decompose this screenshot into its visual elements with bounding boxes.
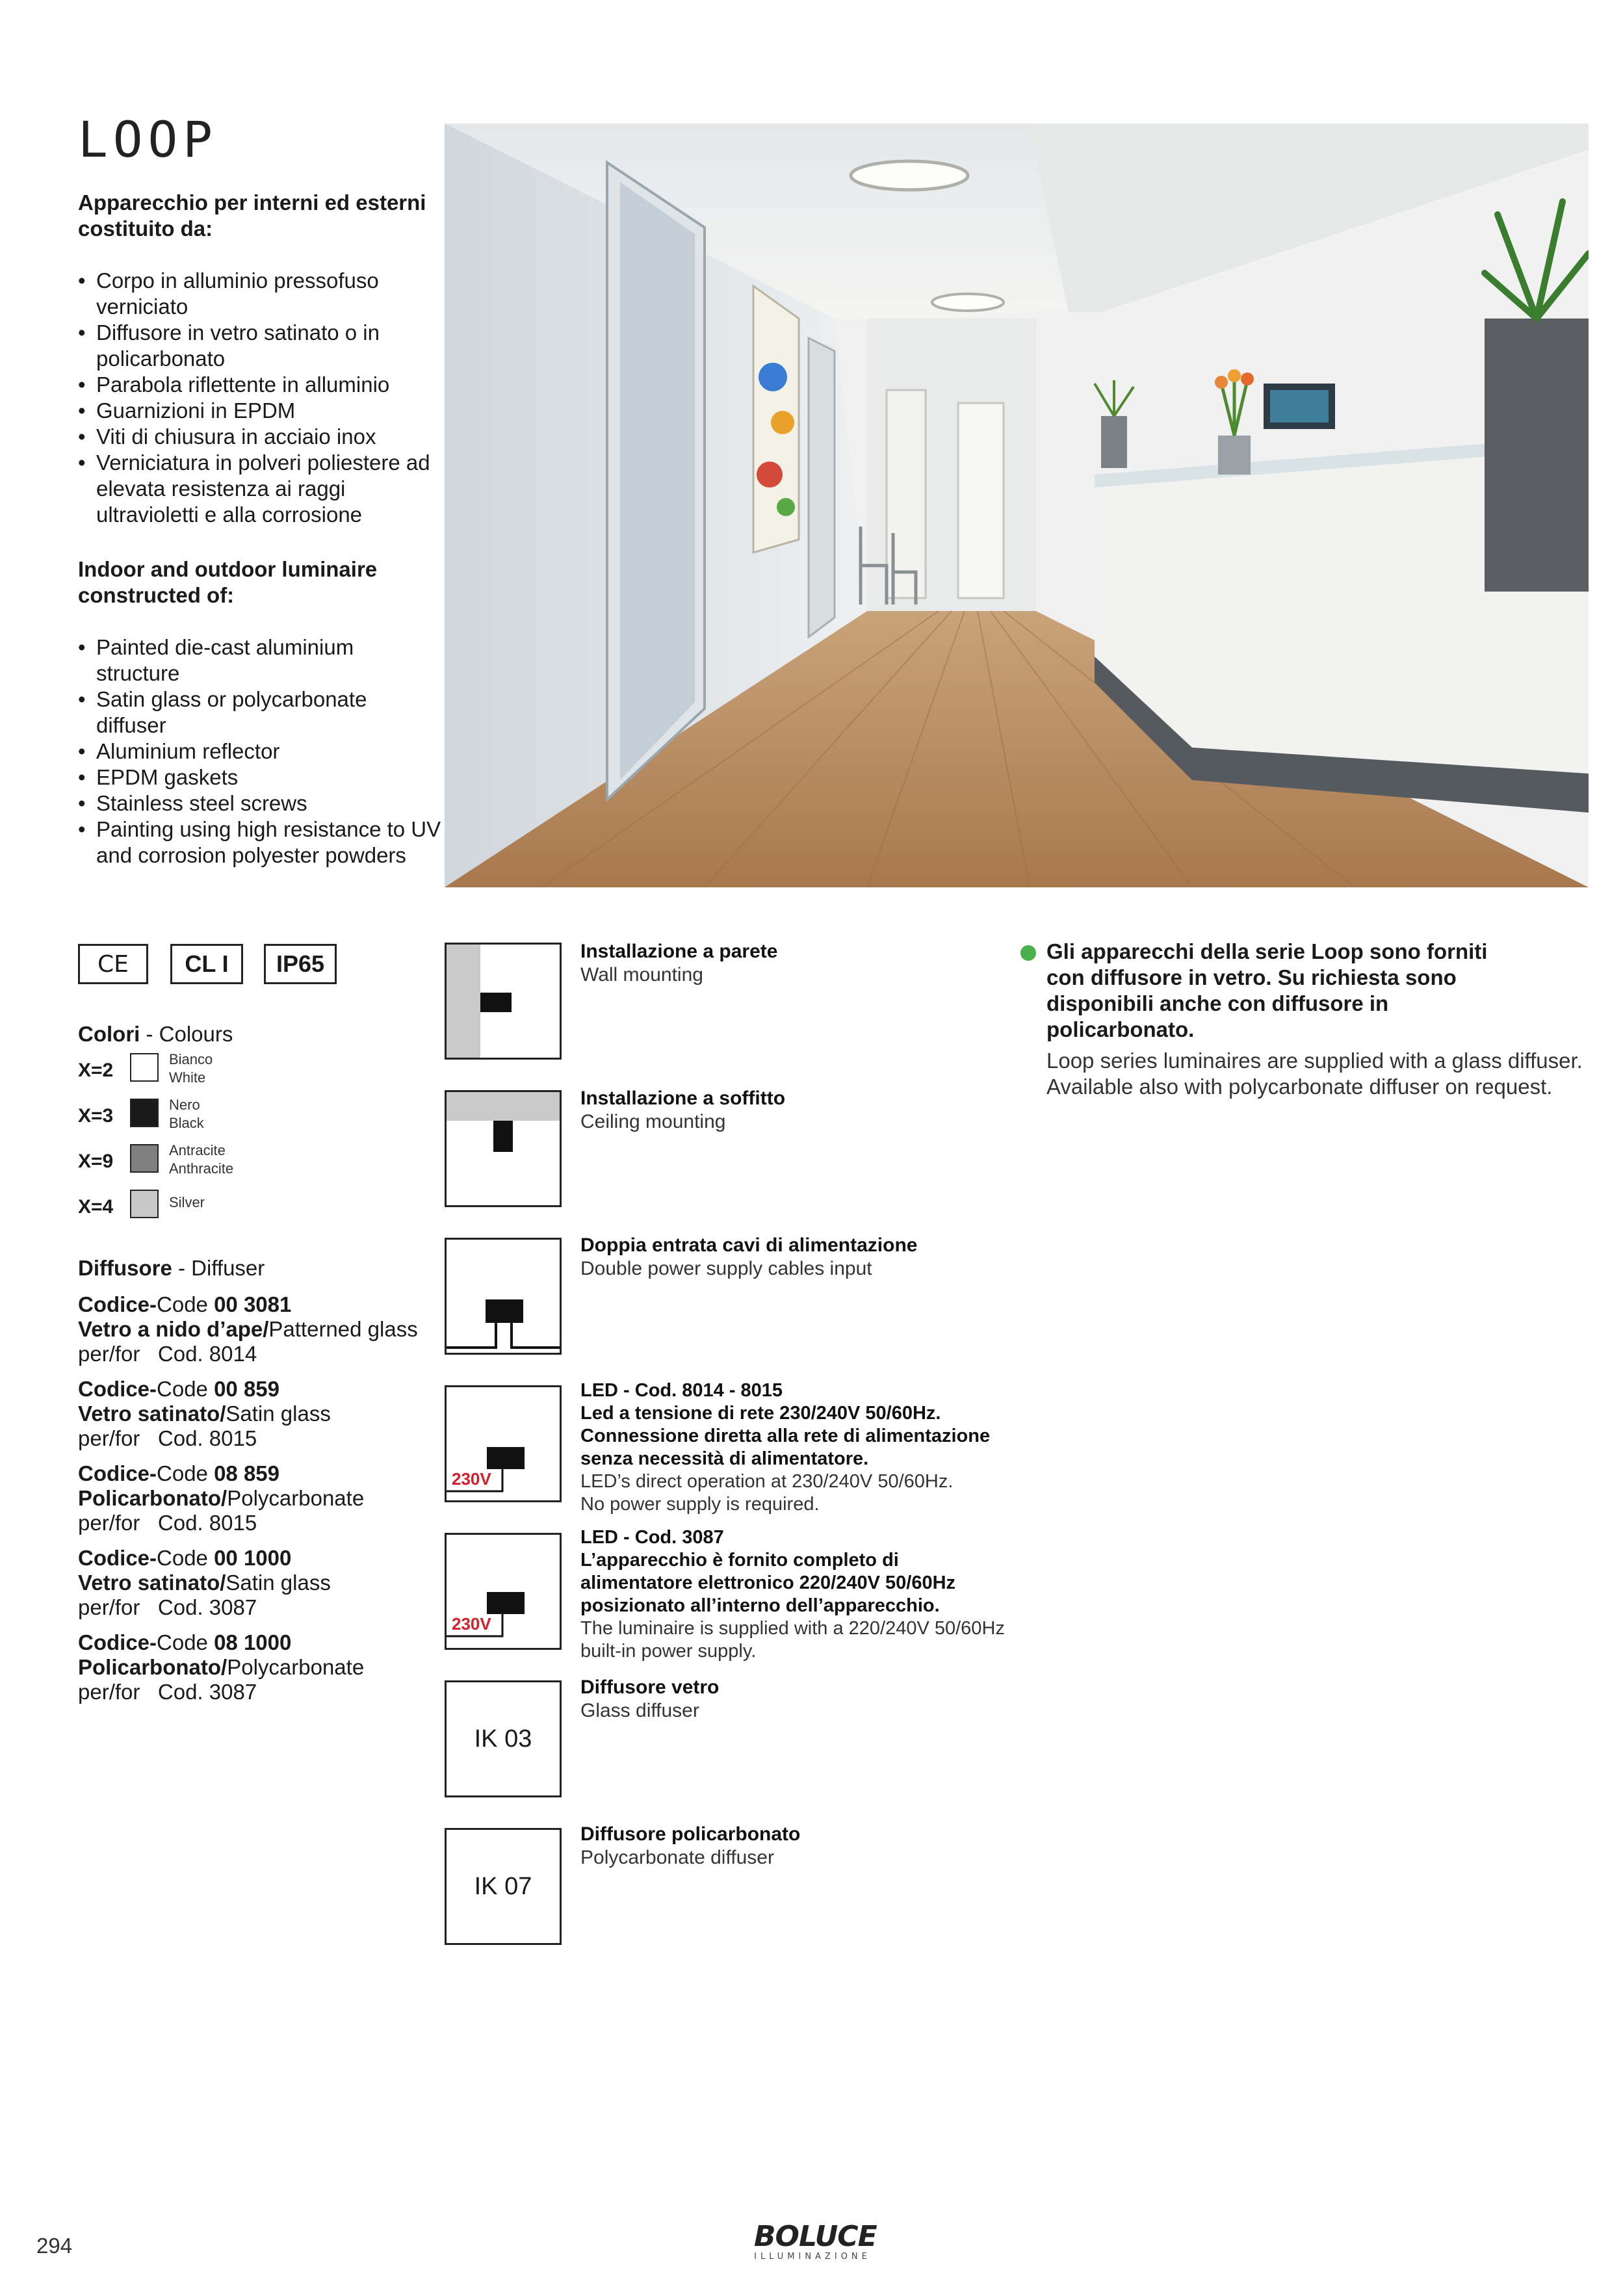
led-driver-icon	[445, 1533, 562, 1650]
list-item: • Viti di chiusura in acciaio inox	[78, 424, 442, 450]
colour-code: X=9	[78, 1151, 114, 1172]
colour-row	[78, 1144, 468, 1177]
description-en-heading: Indoor and outdoor luminaire constructed of:	[78, 557, 378, 607]
double-cable-icon	[445, 1238, 562, 1355]
note-en: Loop series luminaires are supplied with a glass diffuser. Available also with polycarbonate diffuser on request.	[1046, 1049, 1583, 1099]
list-item: • Parabola riflettente in alluminio	[78, 372, 442, 398]
voltage-label: 230V	[452, 1469, 491, 1489]
description-en	[78, 556, 442, 868]
list-item: • Satin glass or polycarbonate diffuser	[78, 686, 442, 738]
colour-code: X=4	[78, 1196, 114, 1218]
ik03-icon: IK 03	[445, 1680, 562, 1797]
colour-label: Antracite Anthracite	[169, 1142, 234, 1177]
list-item: • Diffusore in vetro satinato o in policarbonato	[78, 320, 442, 372]
list-item: • Guarnizioni in EPDM	[78, 398, 442, 424]
double-cable-text: Doppia entrata cavi di alimentazione Double power supply cables input	[580, 1234, 918, 1279]
led-mains-text: LED - Cod. 8014 - 8015 Led a tensione di rete 230/240V 50/60Hz. Connessione diretta alla rete di alimentazione senza necessità di alimentatore. LED’s direct operation at 230/240V 50/60Hz. No power supply is required.	[580, 1380, 991, 1515]
brand-name: BOLUCE	[754, 2220, 877, 2253]
product-photo	[445, 124, 1589, 887]
colour-code: X=2	[78, 1060, 114, 1081]
page-number: 294	[36, 2234, 73, 2258]
colour-code: X=3	[78, 1105, 114, 1127]
class-badge: CL I	[170, 944, 243, 984]
diffuser-code-block: Codice-Code 00 859 Vetro satinato/Satin glass per/for Cod. 8015	[78, 1377, 331, 1450]
ik07-icon: IK 07	[445, 1828, 562, 1945]
led-mains-icon	[445, 1385, 562, 1502]
colours-title-it: Colori	[78, 1022, 140, 1046]
list-item: • Painting using high resistance to UV and corrosion polyester powders	[78, 816, 442, 868]
description-en-list	[78, 634, 442, 868]
list-item: • Stainless steel screws	[78, 790, 442, 816]
ce-mark-icon: CE	[97, 950, 129, 978]
led-driver-text: LED - Cod. 3087 L’apparecchio è fornito completo di alimentatore elettronico 220/240V 50/60Hz posizionato all’interno dell’apparecchio. The luminaire is supplied with a 220/240V 50/60Hz built-in power supply.	[580, 1527, 1005, 1662]
colour-label: Silver	[169, 1194, 205, 1210]
diffuser-note	[1020, 939, 1592, 1100]
diffuser-code-block: Codice-Code 00 1000 Vetro satinato/Satin glass per/for Cod. 3087	[78, 1546, 331, 1619]
ik07-text: Diffusore policarbonato Polycarbonate diffuser	[580, 1823, 801, 1868]
ceiling-mounting-text: Installazione a soffitto Ceiling mounting	[580, 1088, 786, 1132]
list-item: • Aluminium reflector	[78, 738, 442, 764]
list-item: • Painted die-cast aluminium structure	[78, 634, 442, 686]
page-title: LOOP	[78, 111, 218, 168]
list-item: • EPDM gaskets	[78, 764, 442, 790]
note-it: Gli apparecchi della serie Loop sono forniti con diffusore in vetro. Su richiesta sono disponibili anche con diffusore in policarbonato.	[1046, 939, 1488, 1041]
brand-logo	[754, 2220, 877, 2267]
colour-label: Nero Black	[169, 1097, 204, 1131]
colour-row	[78, 1099, 468, 1131]
list-item: • Verniciatura in polveri poliestere ad elevata resistenza ai raggi ultravioletti e alla corrosione	[78, 450, 442, 528]
colours-title-en: - Colours	[140, 1022, 233, 1046]
colour-row	[78, 1190, 468, 1222]
diffuser-title: Diffusore - Diffuser	[78, 1256, 265, 1280]
ce-badge	[78, 944, 148, 984]
colour-swatch-white	[130, 1053, 159, 1082]
colour-swatch-black	[130, 1099, 159, 1127]
ip-badge: IP65	[264, 944, 337, 984]
diffuser-code-block: Codice-Code 00 3081 Vetro a nido d’ape/Patterned glass per/for Cod. 8014	[78, 1292, 418, 1366]
diffuser-code-block: Codice-Code 08 1000 Policarbonato/Polycarbonate per/for Cod. 3087	[78, 1630, 365, 1704]
hallway-photo-illustration	[445, 124, 1589, 887]
ceiling-mounting-icon	[445, 1090, 562, 1207]
colour-label: Bianco White	[169, 1051, 213, 1086]
colour-row	[78, 1053, 468, 1086]
wall-mounting-icon	[445, 943, 562, 1060]
wall-mounting-text: Installazione a parete Wall mounting	[580, 941, 778, 985]
cable-lines-icon	[447, 1240, 562, 1355]
diffuser-section	[78, 1256, 442, 1715]
colours-title	[78, 1022, 233, 1047]
description-it-heading: Apparecchio per interni ed esterni costituito da:	[78, 190, 426, 241]
diffuser-code-block: Codice-Code 08 859 Policarbonato/Polycarbonate per/for Cod. 8015	[78, 1461, 365, 1535]
brand-tagline: ILLUMINAZIONE	[754, 2252, 871, 2262]
ik03-text: Diffusore vetro Glass diffuser	[580, 1676, 720, 1721]
colour-swatch-silver	[130, 1190, 159, 1218]
colour-swatch-anthracite	[130, 1144, 159, 1173]
list-item: • Corpo in alluminio pressofuso verniciato	[78, 268, 442, 320]
description-it-list	[78, 268, 442, 528]
voltage-label: 230V	[452, 1614, 491, 1634]
description-it	[78, 190, 442, 528]
